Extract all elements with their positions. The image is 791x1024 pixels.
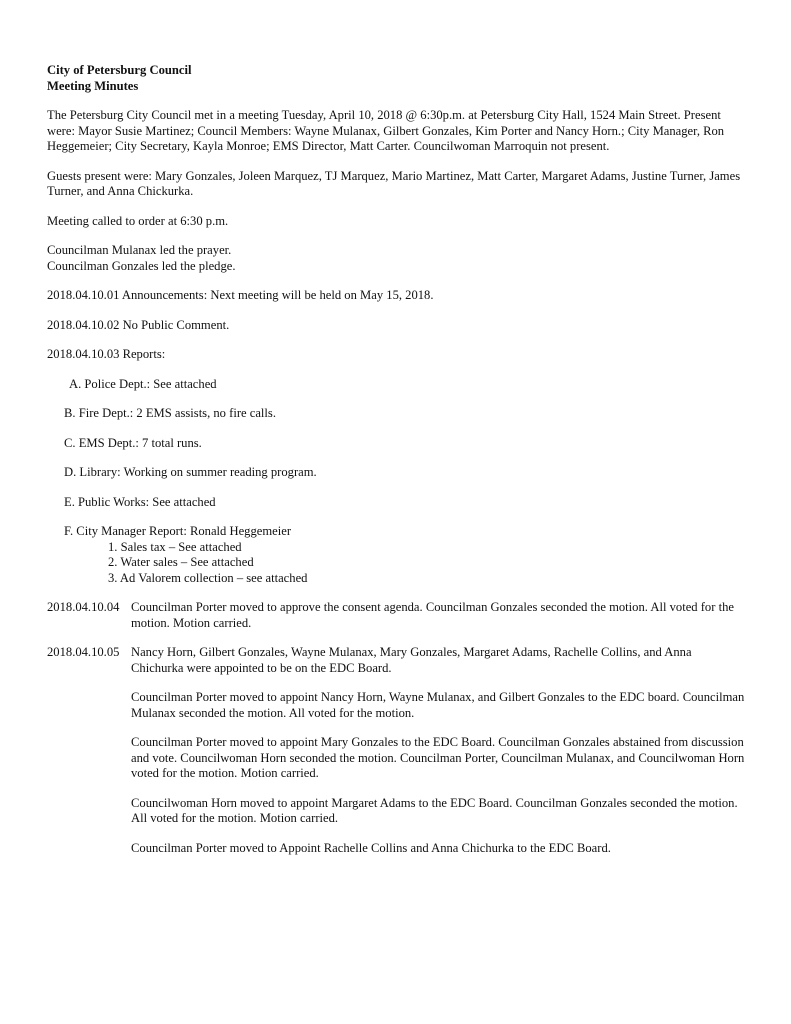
report-public-works: E. Public Works: See attached [64,494,216,509]
list-item: 3. Ad Valorem collection – see attached [108,570,308,585]
item-edc-board [47,645,747,676]
list-item: 2. Water sales – See attached [108,555,254,569]
item-consent-agenda [47,600,747,631]
intro-paragraph: The Petersburg City Council met in a meeting Tuesday, April 10, 2018 @ 6:30p.m. at Petersburg City Hall, 1524 Main Street. Present were: Mayor Susie Martinez; Council Members: Wayne Mulanax, Gilbert Gonzales, Kim Porter and Nancy Horn.; City Manager, Ron Heggemeier; City Secretary, Kayla Monroe; EMS Director, Matt Carter. Councilwoman Marroquin not present. [47,108,725,153]
report-police: A. Police Dept.: See attached [69,376,217,391]
item-reports: 2018.04.10.03 Reports: [47,347,166,361]
report-fire: B. Fire Dept.: 2 EMS assists, no fire calls. [64,406,276,420]
edc-motion-paragraph: Councilman Porter moved to appoint Nancy Horn, Wayne Mulanax, and Gilbert Gonzales to the EDC board. Councilman Mulanax seconded the motion. All voted for the motion. [131,690,745,720]
item-number: 2018.04.10.04 [47,600,120,614]
edc-motion-paragraph: Councilwoman Horn moved to appoint Margaret Adams to the EDC Board. Councilman Gonzales seconded the motion. All voted for the motion. Motion carried. [131,795,738,825]
item-text: Councilman Porter moved to approve the consent agenda. Councilman Gonzales seconded the motion. All voted for the motion. Motion carried. [131,600,734,630]
council-title: City of Petersburg Council [47,63,192,77]
report-ems: C. EMS Dept.: 7 total runs. [64,435,202,450]
document-heading [47,63,747,94]
prayer-line: Councilman Mulanax led the prayer. [47,243,232,257]
guests-paragraph: Guests present were: Mary Gonzales, Joleen Marquez, TJ Marquez, Mario Martinez, Matt Carter, Margaret Adams, Justine Turner, James Turner, and Anna Chickurka. [47,168,741,198]
pledge-line: Councilman Gonzales led the pledge. [47,258,236,273]
edc-motion-paragraph: Councilman Porter moved to appoint Mary Gonzales to the EDC Board. Councilman Gonzales abstained from discussion and vote. Councilwoman Horn seconded the motion. Councilman Porter, Councilman Mulanax, and Councilwoman Horn voted for the motion. Motion carried. [131,735,745,780]
item-number: 2018.04.10.05 [47,645,120,659]
item-text: Nancy Horn, Gilbert Gonzales, Wayne Mulanax, Mary Gonzales, Margaret Adams, Rachelle Collins, and Anna Chichurka were appointed to be on the EDC Board. [131,645,692,675]
prayer-pledge [47,243,747,274]
called-to-order: Meeting called to order at 6:30 p.m. [47,213,229,228]
minutes-page [47,63,747,856]
report-library: D. Library: Working on summer reading program. [64,465,317,479]
item-public-comment: 2018.04.10.02 No Public Comment. [47,317,230,332]
item-announcements: 2018.04.10.01 Announcements: Next meeting will be held on May 15, 2018. [47,288,434,302]
city-manager-list [64,540,747,587]
list-item: 1. Sales tax – See attached [108,539,242,554]
report-city-manager [47,524,747,586]
city-manager-heading: F. City Manager Report: Ronald Heggemeier [64,524,292,538]
minutes-title: Meeting Minutes [47,78,139,93]
edc-motion-paragraph: Councilman Porter moved to Appoint Rachelle Collins and Anna Chichurka to the EDC Board. [131,840,611,855]
